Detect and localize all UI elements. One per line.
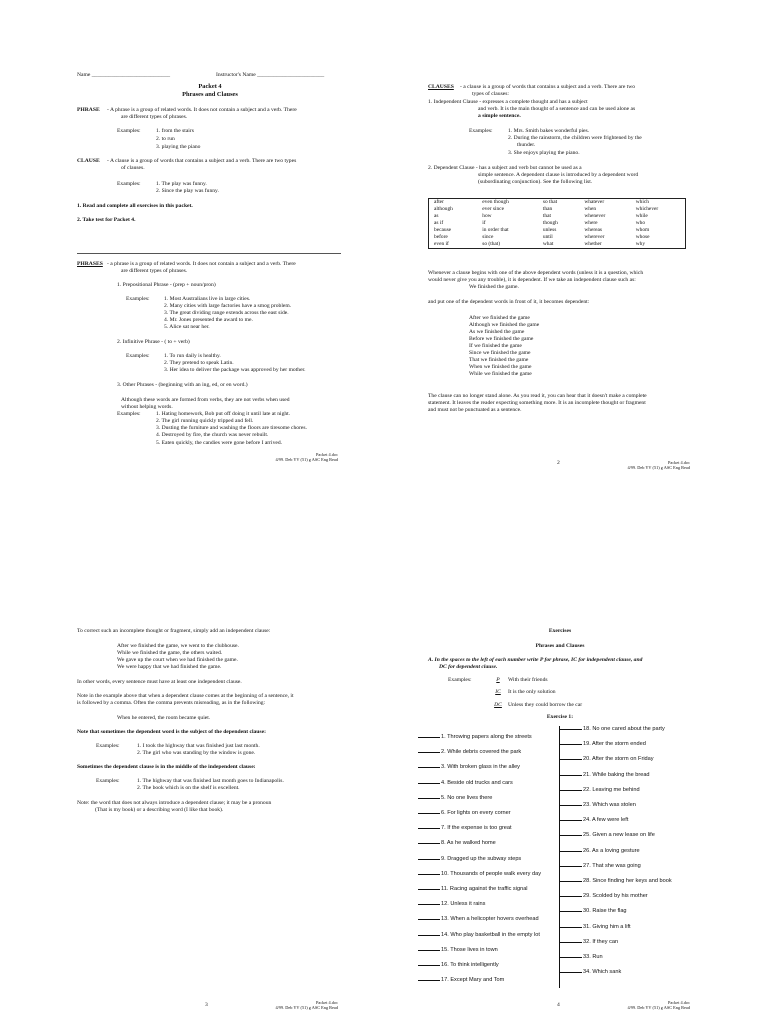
subject-example: 2. The girl who was standing by the window is gone. [137,750,256,756]
exercise-item [560,756,654,763]
dependent-word: who [635,220,646,227]
task-item: 2. Take test for Packet 4. [77,217,136,223]
answer-blank[interactable] [560,911,582,912]
dependent-word: what [542,241,554,248]
exercise-item [418,947,498,954]
exercise-item [418,810,511,817]
exercise-text: 17. Except Mary and Tom [441,977,505,984]
clause-term: CLAUSE [77,158,100,164]
dependent-word: before [434,234,448,241]
exercise-item [560,954,603,961]
answer-blank[interactable] [418,859,440,860]
name-line: Name ____________________________ [77,72,171,78]
answer-blank[interactable] [418,950,440,951]
dependent-word: that [542,213,551,220]
sample-row [488,677,548,684]
exercise-text: 10. Thousands of people walk every day [441,870,542,877]
answer-blank[interactable] [418,980,440,981]
dependent-example: While we finished the game [469,371,532,377]
exercise-item [560,832,655,839]
dependent-word: when [584,206,597,213]
answer-blank[interactable] [418,965,440,966]
exercise-text: 33. Run [583,954,603,960]
page-number: 2 [557,460,560,466]
word-table-row [429,213,686,220]
ind-example: thunder. [517,142,536,148]
fix-example: After we finished the game, we went to the clubhouse. [117,643,239,649]
dependent-words-table [428,198,686,249]
answer-blank[interactable] [560,927,582,928]
dependent-definition: simple sentence. A dependent clause is introduced by a dependent word [478,172,639,178]
exercise-item [418,901,485,908]
fix-example: We gave up the court when we had finished the game. [117,657,238,663]
page-footer [580,1000,690,1011]
dependent-word: how [482,213,492,220]
sample-answer: DC [494,702,502,708]
paragraph: Whenever a clause begins with one of the above dependent words (unless it is a question, which [428,270,644,276]
exercise-item [418,886,528,893]
answer-blank[interactable] [560,790,582,791]
dependent-word: in order that [482,227,509,234]
exercise-text: 34. Which sank [583,969,622,976]
dependent-word: so (that) [482,241,501,248]
word-table-row [429,220,686,227]
exercise-text: 7. If the expense is too great [441,825,512,832]
dependent-example: When we finished the game [469,364,532,370]
middle-heading: Sometimes the dependent clause is in the middle of the independent clause: [77,764,256,770]
exercise-text: 20. After the storm on Friday [583,756,654,763]
exercise-text: 8. As he walked home [441,840,496,847]
exercise-text: 6. For lights on every corner [441,810,511,816]
paragraph: (That is my book) or a describing word (I like that book). [95,807,224,813]
exercise-text: 28. Since finding her keys and book [583,878,672,884]
answer-blank[interactable] [418,828,440,829]
dependent-word: though [542,220,558,227]
clause-example: 2. Since the play was funny. [156,188,219,194]
phrases-term: PHRASES [77,261,103,267]
exercise-item [418,749,521,756]
exercise-item [418,734,532,741]
dependent-word: than [542,206,553,213]
dependent-word: wherever [584,234,605,241]
examples-label: Examples: [117,181,141,187]
exercise-text: 4. Beside old trucks and cars [441,779,513,786]
exercise-item [418,871,541,878]
answer-blank[interactable] [560,851,582,852]
other-example: 5. Eaten quickly, the candies were gone before I arrived. [156,440,283,446]
examples-label: Examples: [96,778,120,784]
packet-subtitle: Phrases and Clauses [182,91,238,98]
phrase-term: PHRASE [77,107,100,113]
other-example: 1. Hating homework, Bob put off doing it until late at night. [156,411,291,417]
clauses-definition-cont: types of clauses: [472,91,509,97]
exercise-text: 5. No one lives there [441,794,493,801]
exercise-item [560,908,627,915]
exercise-item [560,772,650,779]
exercise-item [560,939,618,946]
answer-blank[interactable] [560,805,582,806]
exercise-text: 16. To think intelligently [441,962,499,968]
page-number: 4 [557,1002,560,1008]
answer-blank[interactable] [560,744,582,745]
footer-file: Packet 4.doc [668,460,690,465]
paragraph: Note: the word that does not always introduce a dependent clause; it may be a pronoun [77,800,272,806]
exercise-1-title: Exercise 1: [546,714,574,720]
examples-label: Examples: [448,677,472,683]
examples-label: Examples: [96,743,120,749]
exercise-text: 2. While debris covered the park [441,749,522,756]
exercises-subtitle: Phrases and Clauses [535,643,585,649]
word-table-row [429,206,686,213]
answer-blank[interactable] [560,835,582,836]
inf-example: 2. They pretend to speak Latin. [164,360,234,366]
exercise-text: 3. With broken glass in the alley [441,764,520,771]
inf-example: 3. Her idea to deliver the package was approved by her mother. [164,367,306,373]
paragraph: The clause can no longer stand alone. As you read it, you can hear that it doesn't make a complete [428,393,647,399]
exercise-item [560,878,672,885]
exercise-item [418,840,496,847]
other-example: 4. Destroyed by fire, the church was never rebuilt. [156,432,269,438]
subject-heading: Note that sometimes the dependent word is the subject of the dependent clause: [77,729,266,735]
exercise-item [560,802,636,809]
exercise-text: 25. Given a new lease on life [583,832,655,839]
paragraph: To correct such an incomplete thought or fragment, simply add an independent clause: [77,628,271,634]
independent-definition: and verb. It is the main thought of a sentence and can be used alone as [478,106,636,112]
answer-blank[interactable] [560,820,582,821]
exercise-item [418,825,512,832]
dependent-heading: 2. Dependent Clause - has a subject and verb but cannot be used as a [428,165,582,171]
answer-blank[interactable] [560,759,582,760]
independent-definition-cont: a simple sentence. [478,113,521,119]
dependent-word: while [635,213,648,220]
paragraph: When he entered, the room became quiet. [117,715,211,721]
dependent-word: ever since [482,206,504,213]
exercise-text: 14. Who play basketball in the empty lot [441,931,540,938]
clause-example: 1. The play was funny. [156,181,207,187]
phrases-definition-cont: are different types of phrases. [121,268,188,274]
page-footer [228,1000,338,1011]
paragraph: statement. It leaves the reader expecting something more. It is an incomplete thought or fragment [428,400,646,406]
exercise-item [418,962,499,969]
ind-example: 2. During the rainstorm, the children were frightened by the [508,135,642,141]
instructor-line: Instructor's Name ________________________ [216,72,325,78]
exercise-item [418,977,504,984]
answer-blank[interactable] [560,972,582,973]
dependent-example: Before we finished the game [469,336,534,342]
phrase-example: 3. playing the piano [156,144,201,150]
dependent-word: although [434,206,453,213]
paragraph: is followed by a comma. Often the comma prevents misreading, as in the following: [77,700,266,706]
page-footer [228,452,338,463]
dependent-word: unless [542,227,557,234]
word-table-row [429,241,686,249]
paragraph: We finished the game. [469,284,519,290]
exercise-item [560,893,648,900]
dependent-word: as if [434,220,444,227]
exercise-text: 21. While baking the bread [583,771,650,778]
rule-text: In other words, every sentence must have at least one independent clause. [77,679,242,685]
clause-definition-cont: of clauses. [121,165,145,171]
column-divider [559,726,560,988]
middle-example: 2. The book which is on the shelf is excellent. [137,785,240,791]
answer-blank[interactable] [418,919,440,920]
footer-file: Packet 4.doc [316,1000,338,1005]
page-footer [580,460,690,471]
prep-example: 4. Mr. Jones presented the award to me. [164,317,253,323]
paragraph: would never give you any trouble), it is dependent. If we take an independent clause such as: [428,277,636,283]
dependent-word: whereas [584,227,603,234]
exercises-title: Exercises [548,628,572,634]
exercise-text: 18. No one cared about the party [583,726,665,732]
sample-answer: P [496,677,500,683]
answer-blank[interactable] [418,783,440,784]
exercise-text: 11. Racing against the traffic signal [441,886,528,892]
infinitive-heading: 2. Infinitive Phrase - ( to + verb) [117,339,190,345]
exercise-item [560,726,665,733]
dependent-word: which [635,199,649,205]
clauses-term: CLAUSES [428,84,454,90]
dependent-word: whose [635,234,650,241]
dependent-word: after [434,199,444,205]
page-3 [0,512,384,1024]
answer-blank[interactable] [418,843,440,844]
exercise-item [560,969,621,976]
examples-label: Examples: [117,411,141,417]
paragraph: and put one of the dependent words in front of it, it becomes dependent: [428,299,590,305]
footer-file: Packet 4.doc [316,452,338,457]
dependent-example: Since we finished the game [469,350,531,356]
exercise-text: 32. If they can [583,938,619,945]
independent-heading: 1. Independent Clause - expresses a complete thought and has a subject [428,99,588,105]
phrase-example: 1. from the stairs [156,128,194,134]
answer-blank[interactable] [418,889,440,890]
exercise-text: 24. A few were left [583,817,629,824]
dependent-word: because [434,227,452,234]
dependent-word: whichever [635,206,659,213]
other-heading: 3. Other Phrases - (beginning with an ing, ed, or en word.) [117,382,248,388]
answer-blank[interactable] [418,935,440,936]
dependent-definition-cont: (subordinating conjunction). See the following list. [478,179,593,185]
examples-label: Examples: [469,128,493,134]
answer-blank[interactable] [560,729,582,730]
middle-example: 1. The highway that was finished last month goes to Indianapolis. [137,778,284,784]
other-note-cont: without helping words. [121,404,173,410]
other-example: 2. The girl running quickly tripped and fell. [156,418,254,424]
dependent-word: whom [635,227,650,234]
clauses-definition: - a clause is a group of words that contains a subject and a verb. There are two [460,84,636,90]
exercise-text: 15. Those lives in town [441,946,498,953]
exercise-text: 26. As a loving gesture [583,847,640,854]
dependent-word: whenever [584,213,606,220]
dependent-example: That we finished the game [469,357,529,363]
exercise-text: 12. Unless it rains [441,901,486,908]
instructions: A. In the spaces to the left of each number write P for phrase, IC for independent clause, and [428,657,643,663]
dependent-example: Although we finished the game [469,322,540,328]
divider [77,253,341,254]
dependent-example: If we finished the game [469,343,522,349]
exercise-item [560,848,640,855]
exercise-item [418,795,492,802]
answer-blank[interactable] [418,813,440,814]
sample-text: With their friends [508,677,548,683]
dependent-example: As we finished the game [469,329,525,335]
footer-meta: 4/99. Deb YV (51) g ASC Eng Read [275,457,338,463]
page-1 [0,0,384,512]
answer-blank[interactable] [560,866,582,867]
page-4 [384,512,768,1024]
exercise-text: 23. Which was stolen [583,802,636,808]
word-table-row [429,199,686,207]
answer-blank[interactable] [560,775,582,776]
prep-example: 1. Most Australians live in large cities. [164,296,251,302]
prep-example: 5. Alice sat near her. [164,324,210,330]
dependent-word: whether [584,241,602,248]
exercise-text: 31. Giving him a lift [583,923,631,930]
exercise-item [418,932,540,939]
exercise-item [560,787,640,794]
dependent-word: since [482,234,494,241]
ind-example: 3. She enjoys playing the piano. [508,150,580,156]
answer-blank[interactable] [560,957,582,958]
clause-definition: - A clause is a group of words that contains a subject and a verb. There are two types [107,158,297,164]
dependent-word: so that [542,199,558,205]
exercise-item [418,764,520,771]
word-table-row [429,227,686,234]
exercise-text: 22. Leaving me behind [583,786,640,793]
answer-blank[interactable] [418,767,440,768]
dependent-word: as [434,213,439,220]
phrase-definition: - A phrase is a group of related words. It does not contain a subject and a verb. There [107,107,297,113]
footer-meta: 4/99. Deb YV (51) g ASC Eng Read [627,1005,690,1011]
answer-blank[interactable] [418,904,440,905]
answer-blank[interactable] [560,942,582,943]
sample-text: Unless they could borrow the car [508,702,583,708]
exercise-text: 27. That she was going [583,862,641,869]
dependent-example: After we finished the game [469,315,530,321]
prepositional-heading: 1. Prepositional Phrase - (prep + noun/pron) [117,282,216,288]
prep-example: 3. The great dividing range extends across the east side. [164,310,289,316]
dependent-word: whatever [584,199,605,205]
exercise-item [560,817,628,824]
paragraph: and must not be punctuated as a sentence. [428,407,522,413]
examples-label: Examples: [126,296,150,302]
page-2 [384,0,768,512]
exercise-item [560,924,631,931]
examples-label: Examples: [117,128,141,134]
dependent-word: where [584,220,598,227]
prep-example: 2. Many cities with large factories have a smog problem. [164,303,292,309]
exercise-item [560,741,646,748]
page-number: 3 [205,1002,208,1008]
word-table-row [429,234,686,241]
exercise-text: 1. Throwing papers along the streets [441,734,532,740]
exercise-item [418,780,513,787]
dependent-word: until [542,234,553,241]
packet-title: Packet 4 [198,83,222,90]
phrase-example: 2. to run [156,136,175,142]
examples-label: Examples: [126,353,150,359]
fix-example: While we finished the game, the others waited. [117,650,223,656]
footer-meta: 4/99. Deb YV (51) g ASC Eng Read [627,465,690,471]
exercise-item [418,916,539,923]
fix-example: We were happy that we had finished the game. [117,664,222,670]
exercise-item [560,863,641,870]
task-item: 1. Read and complete all exercises in this packet. [77,203,193,209]
dependent-word: why [635,241,646,248]
exercise-text: 30. Raise the flag [583,908,627,915]
exercise-text: 29. Scolded by his mother [583,893,648,900]
ind-example: 1. Mrs. Smith bakes wonderful pies. [508,128,590,134]
subject-example: 1. I took the highway that was finished just last month. [137,743,260,749]
exercise-text: 9. Dragged up the subway steps [441,855,522,862]
footer-meta: 4/99. Deb YV (51) g ASC Eng Read [275,1005,338,1011]
phrase-definition-cont: are different types of phrases. [121,114,188,120]
answer-blank[interactable] [418,752,440,753]
sample-row [488,702,582,709]
answer-blank[interactable] [418,798,440,799]
answer-blank[interactable] [560,881,582,882]
other-example: 3. Dusting the furniture and washing the floors are tiresome chores. [156,425,307,431]
dependent-word: if [482,220,486,227]
answer-blank[interactable] [418,874,440,875]
exercise-item [418,856,521,863]
phrases-definition: - a phrase is a group of related words. It does not contain a subject and a verb. There [107,261,296,267]
sample-answer: IC [495,689,501,695]
dependent-word: even though [482,199,509,205]
other-note: Although these words are formed from verbs, they are not verbs when used [121,397,290,403]
paragraph: Note in the example above that when a dependent clause comes at the beginning of a sentence, it [77,693,294,699]
inf-example: 1. To run daily is healthy. [164,353,221,359]
instructions-cont: DC for dependent clause. [439,664,498,670]
answer-blank[interactable] [418,737,440,738]
answer-blank[interactable] [560,896,582,897]
exercise-text: 13. When a helicopter hovers overhead [441,916,539,923]
footer-file: Packet 4.doc [668,1000,690,1005]
dependent-word: even if [434,241,449,248]
exercise-text: 19. After the storm ended [583,741,646,748]
sample-row [488,689,556,696]
sample-text: It is the only solution [508,689,556,695]
